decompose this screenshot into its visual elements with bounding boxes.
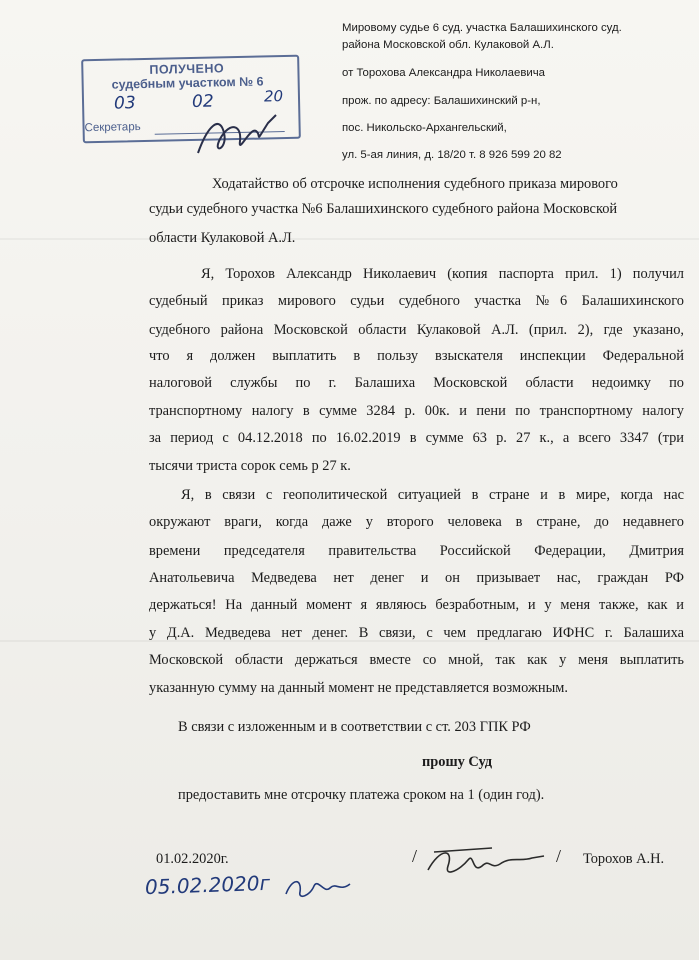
title-line: области Кулаковой А.Л.: [149, 230, 296, 246]
paragraph-line: тысячи триста сорок семь р 27 к.: [149, 458, 351, 474]
header-line: прож. по адресу: Балашихинский р-н,: [342, 95, 541, 107]
handwritten-initials: [280, 870, 360, 906]
paragraph-line: держаться! На данный момент я являюсь безработным, и у меня также, как и: [149, 597, 684, 613]
stamp-date-day: 03: [113, 93, 136, 114]
paragraph-line: что я должен выплатить в пользу взыскателя инспекции Федеральной: [149, 348, 684, 364]
stamp-title: ПОЛУЧЕНО: [149, 61, 225, 77]
stamp-secretary-label: Секретарь: [84, 121, 141, 135]
paragraph-line: транспортному налогу в сумме 3284 р. 00к. и пени по транспортному налогу: [149, 403, 684, 419]
header-line: Мировому судье 6 суд. участка Балашихинского суд.: [342, 22, 622, 34]
paragraph-line: окружают враги, когда даже у второго человека в стране, до недавнего: [149, 514, 684, 530]
header-line: от Торохова Александра Николаевича: [342, 67, 546, 79]
paragraph-line: Московской области держаться вместе со мной, так как у меня выплатить: [149, 652, 684, 668]
request-line: предоставить мне отсрочку платежа сроком на 1 (один год).: [178, 787, 545, 803]
title-line: Ходатайство об отсрочке исполнения судебного приказа мирового: [212, 176, 618, 192]
stamp-date-year: 20: [263, 87, 284, 106]
paragraph-line: Я, Торохов Александр Николаевич (копия паспорта прил. 1) получил: [201, 266, 684, 282]
header-line: района Московской обл. Кулаковой А.Л.: [342, 39, 554, 51]
stamp-subtitle: судебным участком № 6: [111, 74, 264, 92]
request-heading: прошу Суд: [422, 754, 493, 770]
signature: [420, 840, 550, 884]
paragraph-line: за период с 04.12.2018 по 16.02.2019 в сумме 63 р. 27 к., а всего 3347 (три: [149, 430, 684, 446]
header-line: пос. Никольско-Архангельский,: [342, 122, 507, 134]
stamp-date-month: 02: [191, 91, 214, 112]
basis-line: В связи с изложенным и в соответствии с ст. 203 ГПК РФ: [178, 719, 531, 735]
paper-fold: [0, 238, 699, 240]
paragraph-line: времени председателя правительства Российской Федерации, Дмитрия: [149, 543, 684, 559]
header-line: ул. 5-ая линия, д. 18/20 т. 8 926 599 20 82: [342, 149, 562, 161]
paragraph-line: Анатольевича Медведева нет денег и он призывает нас, граждан РФ: [149, 570, 684, 586]
signature-slash: /: [556, 846, 562, 866]
paragraph-line: судебный приказ мирового судьи судебного участка №6 Балашихинского: [149, 293, 684, 309]
paragraph-line: судебного района Московской области Кулаковой А.Л. (прил. 2), где указано,: [149, 322, 684, 338]
paragraph-line: Я, в связи с геополитической ситуацией в стране и в мире, когда нас: [181, 487, 684, 503]
stamp-signature: [190, 105, 280, 160]
signature-slash: /: [412, 846, 418, 866]
document-date: 01.02.2020г.: [156, 851, 229, 867]
signer-name: Торохов А.Н.: [583, 851, 665, 867]
handwritten-date: 05.02.2020г: [144, 870, 271, 900]
paragraph-line: у Д.А. Медведева нет денег. В связи, с чем предлагаю ИФНС г. Балашиха: [149, 625, 684, 641]
paragraph-line: налоговой службы по г. Балашиха Московской области недоимку по: [149, 375, 684, 391]
paragraph-line: указанную сумму на данный момент не представляется возможным.: [149, 680, 568, 696]
title-line: судьи судебного участка №6 Балашихинского судебного района Московской: [149, 201, 618, 217]
